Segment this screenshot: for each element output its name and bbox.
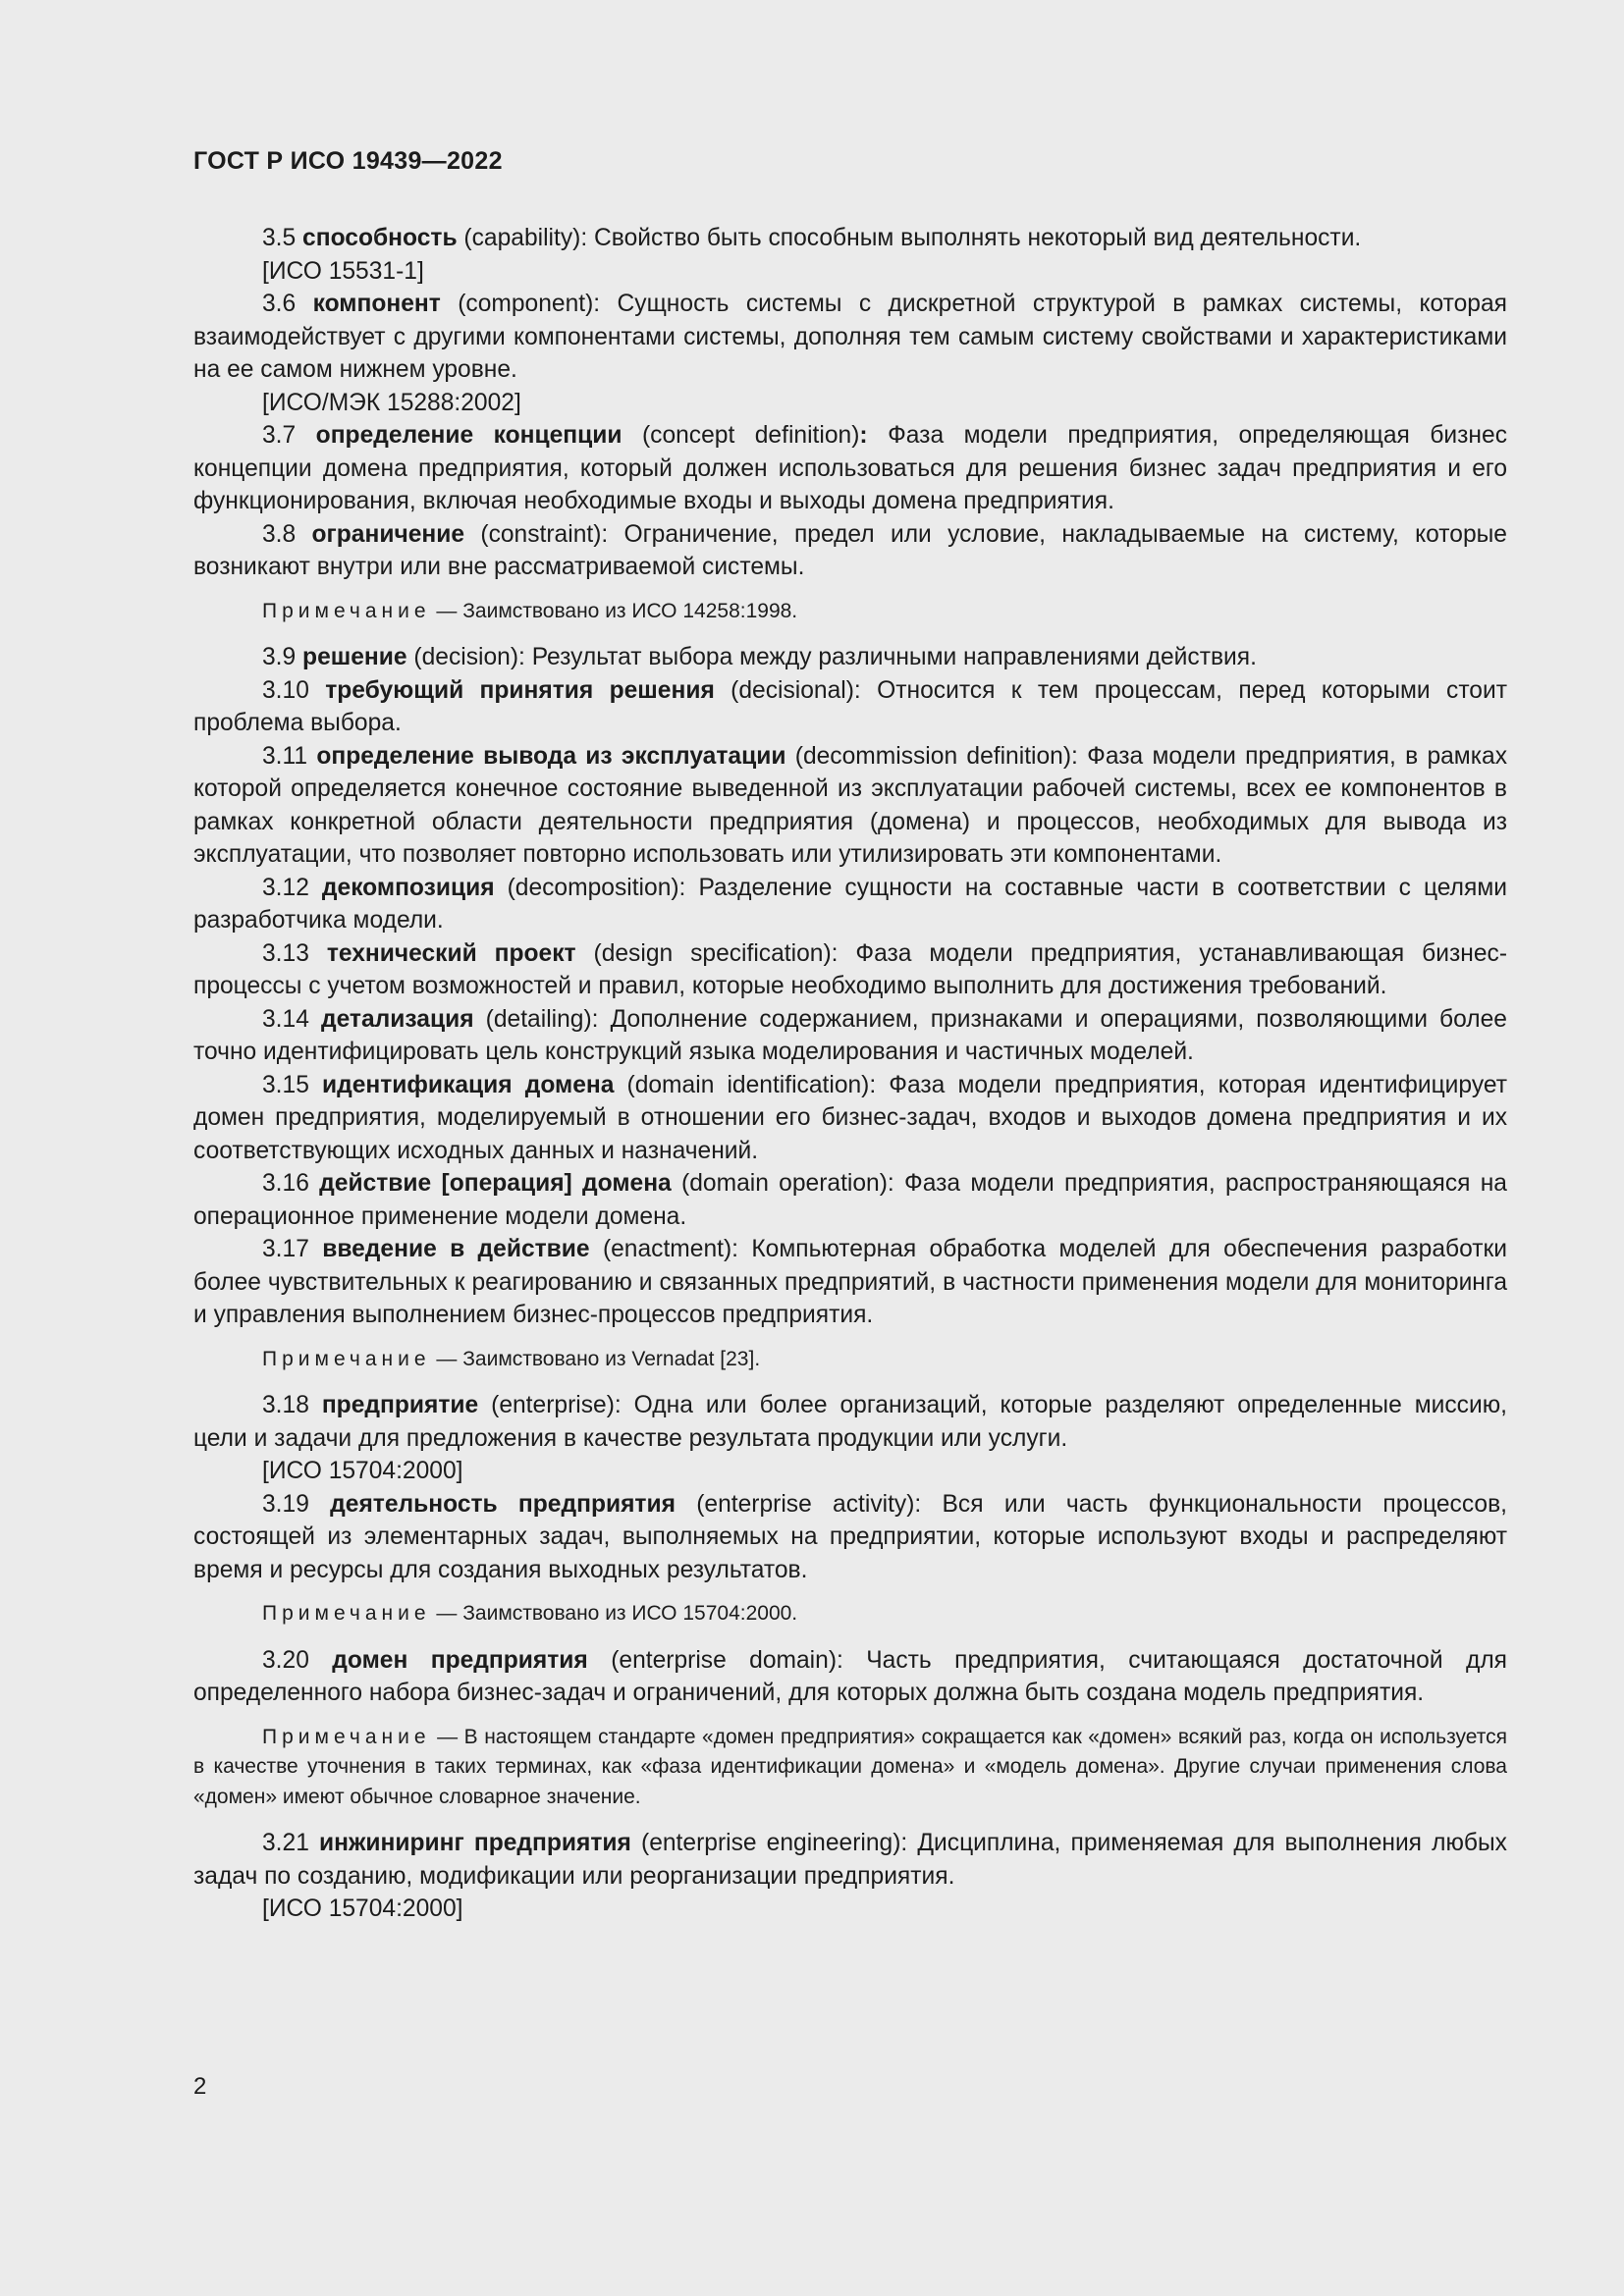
term-english: (detailing): bbox=[485, 1005, 599, 1033]
term-number: 3.12 bbox=[262, 874, 309, 901]
term-definition: Вся или часть функциональности процессов, состоящей из элементарных задач, выполняемых на предприятии, которые используют входы и распределяют время и ресурсы для создания выходных результатов. bbox=[193, 1490, 1507, 1583]
term-english: (enterprise engineering): bbox=[641, 1830, 908, 1856]
term-number: 3.10 bbox=[262, 676, 309, 704]
note bbox=[193, 1723, 1507, 1813]
term-name: определение вывода из эксплуатации bbox=[316, 742, 786, 770]
term-number: 3.13 bbox=[262, 939, 309, 967]
term-definition: Фаза модели предприятия, распространяющаяся на операционное применение модели домена. bbox=[193, 1170, 1507, 1230]
term-english: (decision): bbox=[413, 644, 525, 670]
source-reference: [ИСО 15531-1] bbox=[262, 257, 424, 285]
term-definition: Сущность системы с дискретной структурой в рамках системы, которая взаимодействует с другими компонентами системы, дополняя тем самым систему свойствами и характеристиками на ее самом нижнем уровне. bbox=[193, 291, 1507, 383]
term-english: (domain operation): bbox=[681, 1170, 894, 1197]
term-name: ограничение bbox=[311, 520, 465, 548]
term-definition: Одна или более организаций, которые разделяют определенные миссию, цели и задачи для предложения в качестве результата продукции или услуги. bbox=[193, 1392, 1507, 1452]
term-name: действие [операция] домена bbox=[319, 1170, 672, 1197]
term-english: (design specification): bbox=[593, 939, 839, 967]
term-name: определение концепции bbox=[315, 422, 623, 449]
term-entry bbox=[193, 1644, 1507, 1710]
term-name: решение bbox=[302, 644, 407, 670]
term-entry bbox=[193, 872, 1507, 937]
term-definition: Относится к тем процессам, перед которыми стоит проблема выбора. bbox=[193, 676, 1507, 736]
term-definition: Фаза модели предприятия, устанавливающая бизнес-процессы с учетом возможностей и правил, которые необходимо выполнить для достижения требований. bbox=[193, 939, 1508, 999]
term-number: 3.19 bbox=[262, 1490, 309, 1518]
term-number: 3.18 bbox=[262, 1392, 309, 1418]
term-number: 3.6 bbox=[262, 291, 297, 317]
term-number: 3.21 bbox=[262, 1830, 309, 1856]
term-name: введение в действие bbox=[322, 1236, 590, 1262]
term-definition: Фаза модели предприятия, определяющая бизнес концепции домена предприятия, который должен использоваться для решения бизнес задач предприятия и его функционирования, включая необходимые входы и выходы домена предприятия. bbox=[193, 422, 1507, 514]
term-english: (decisional): bbox=[731, 676, 861, 704]
term-english: (enterprise domain): bbox=[611, 1646, 843, 1674]
term-english: (decomposition): bbox=[507, 874, 686, 901]
term-entry bbox=[193, 1389, 1507, 1455]
term-english: (enterprise): bbox=[491, 1392, 622, 1418]
note bbox=[193, 1599, 1507, 1629]
term-number: 3.9 bbox=[262, 644, 297, 670]
term-name: технический проект bbox=[326, 939, 576, 967]
term-definition: Часть предприятия, считающаяся достаточной для определенного набора бизнес-задач и ограничений, для которых должна быть создана модель предприятия. bbox=[193, 1646, 1507, 1706]
term-definition: Дисциплина, применяемая для выполнения любых задач по созданию, модификации или реорганизации предприятия. bbox=[193, 1830, 1507, 1890]
term-entry bbox=[193, 1488, 1507, 1587]
page-number: 2 bbox=[193, 2073, 207, 2100]
term-entry bbox=[193, 1003, 1507, 1069]
term-entry bbox=[193, 222, 1507, 255]
term-entry bbox=[193, 419, 1507, 518]
term-name: детализация bbox=[320, 1005, 474, 1033]
term-colon: : bbox=[859, 422, 868, 449]
term-entry bbox=[193, 1167, 1507, 1233]
source-reference: [ИСО 15704:2000] bbox=[262, 1458, 463, 1484]
term-definition: Ограничение, предел или условие, накладываемые на систему, которые возникают внутри или вне рассматриваемой системы. bbox=[193, 520, 1507, 580]
document-body bbox=[193, 222, 1507, 1926]
term-name: предприятие bbox=[321, 1392, 479, 1418]
term-number: 3.8 bbox=[262, 520, 297, 548]
term-number: 3.7 bbox=[262, 422, 297, 449]
note-label: Примечание bbox=[262, 1725, 431, 1748]
term-english: (domain identification): bbox=[626, 1071, 877, 1098]
note-text: Заимствовано из Vernadat [23]. bbox=[462, 1347, 761, 1370]
term-definition: Дополнение содержанием, признаками и операциями, позволяющими более точно идентифицировать цель конструкций языка моделирования и частичных моделей. bbox=[193, 1005, 1507, 1065]
term-entry bbox=[193, 641, 1507, 674]
note bbox=[193, 1345, 1507, 1375]
term-definition: Фаза модели предприятия, в рамках которой определяется конечное состояние выведенной из эксплуатации рабочей системы, всех ее компонентов в рамках конкретной области деятельности предприятия (домена) и процессов, необходимых для вывода из эксплуатации, что позволяет повторно использовать или утилизировать эти компонентами. bbox=[193, 742, 1507, 868]
term-entry bbox=[193, 674, 1507, 740]
term-definition: Разделение сущности на составные части в соответствии с целями разработчика модели. bbox=[193, 874, 1507, 934]
term-number: 3.15 bbox=[262, 1071, 309, 1098]
term-entry bbox=[193, 1233, 1507, 1332]
term-entry bbox=[193, 1069, 1507, 1168]
source-reference: [ИСО/МЭК 15288:2002] bbox=[262, 389, 521, 416]
term-definition: Результат выбора между различными направлениями действия. bbox=[531, 644, 1257, 670]
term-name: компонент bbox=[312, 291, 441, 317]
note bbox=[193, 597, 1507, 627]
note-dash: — bbox=[430, 1725, 464, 1748]
source-reference: [ИСО 15704:2000] bbox=[262, 1896, 463, 1922]
term-name: способность bbox=[302, 225, 458, 251]
term-english: (concept definition) bbox=[641, 422, 860, 449]
term-name: требующий принятия решения bbox=[325, 676, 715, 704]
note-label: Примечание bbox=[262, 599, 431, 622]
term-definition: Свойство быть способным выполнять некоторый вид деятельности. bbox=[594, 225, 1362, 251]
term-entry bbox=[193, 1827, 1507, 1893]
term-english: (constraint): bbox=[480, 520, 609, 548]
term-number: 3.11 bbox=[262, 742, 308, 770]
term-definition: Фаза модели предприятия, которая идентифицирует домен предприятия, моделируемый в отношении его бизнес-задач, входов и выходов домена предприятия и их соответствующих исходных данных и назначений. bbox=[193, 1071, 1507, 1164]
note-text: Заимствовано из ИСО 15704:2000. bbox=[462, 1602, 798, 1625]
note-text: Заимствовано из ИСО 14258:1998. bbox=[462, 599, 798, 622]
term-english: (enactment): bbox=[602, 1236, 738, 1262]
term-number: 3.5 bbox=[262, 225, 297, 251]
term-entry bbox=[193, 288, 1507, 387]
note-dash: — bbox=[430, 1347, 463, 1370]
term-name: домен предприятия bbox=[332, 1646, 588, 1674]
note-dash: — bbox=[430, 1602, 463, 1625]
term-name: идентификация домена bbox=[321, 1071, 615, 1098]
term-name: декомпозиция bbox=[321, 874, 495, 901]
term-english: (decommission definition): bbox=[794, 742, 1078, 770]
term-number: 3.20 bbox=[262, 1646, 309, 1674]
term-number: 3.17 bbox=[262, 1236, 309, 1262]
term-entry bbox=[193, 937, 1507, 1003]
term-english: (capability): bbox=[463, 225, 588, 251]
term-number: 3.16 bbox=[262, 1170, 309, 1197]
term-entry bbox=[193, 740, 1507, 872]
note-label: Примечание bbox=[262, 1347, 431, 1370]
term-english: (component): bbox=[458, 291, 601, 317]
term-name: инжиниринг предприятия bbox=[319, 1830, 631, 1856]
note-label: Примечание bbox=[262, 1602, 431, 1625]
term-english: (enterprise activity): bbox=[696, 1490, 922, 1518]
term-entry bbox=[193, 518, 1507, 584]
term-name: деятельность предприятия bbox=[330, 1490, 676, 1518]
term-definition: Компьютерная обработка моделей для обеспечения разработки более чувствительных к реагированию и связанных предприятий, в частности применения модели для мониторинга и управления выполнением бизнес-процессов предприятия. bbox=[193, 1236, 1507, 1328]
note-text: В настоящем стандарте «домен предприятия» сокращается как «домен» всякий раз, когда он используется в качестве уточнения в таких терминах, как «фаза идентификации домена» и «модель домена». Другие случаи применения слова «домен» имеют обычное словарное значение. bbox=[193, 1725, 1507, 1808]
term-number: 3.14 bbox=[262, 1005, 309, 1033]
note-dash: — bbox=[430, 599, 463, 622]
document-header: ГОСТ Р ИСО 19439—2022 bbox=[193, 147, 503, 175]
